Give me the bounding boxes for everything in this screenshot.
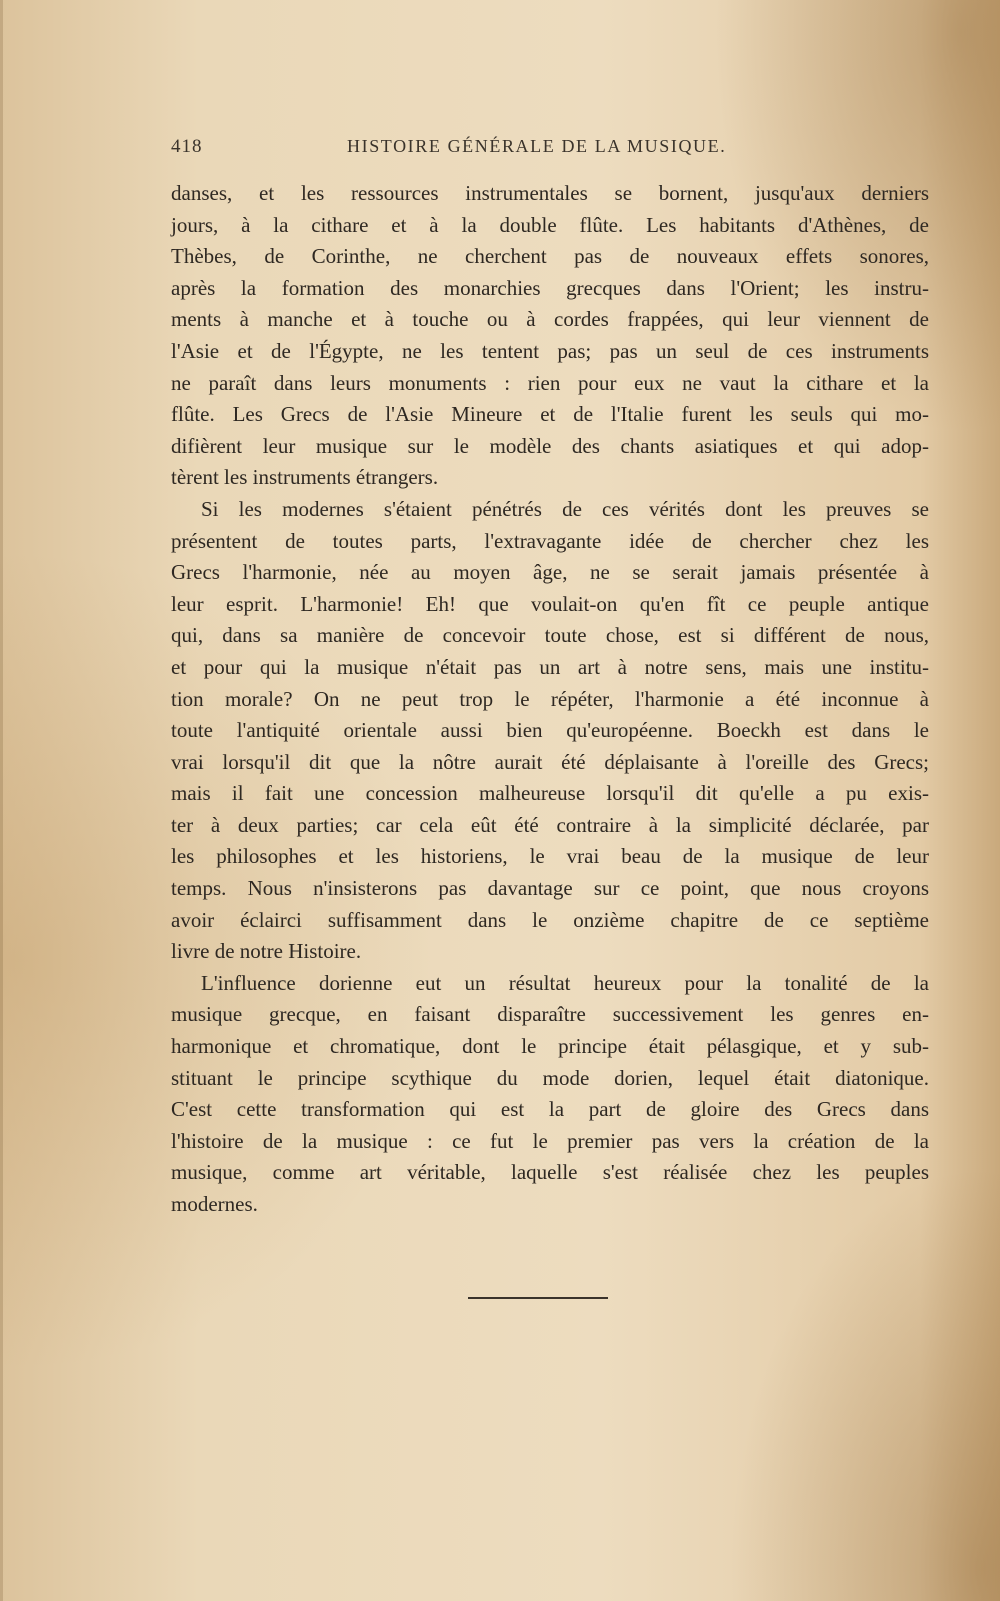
text-line: modernes. [171, 1192, 258, 1216]
text-line: flûte. Les Grecs de l'Asie Mineure et de l'Italie furent les seuls qui mo- [171, 402, 929, 427]
text-line: qui, dans sa manière de concevoir toute chose, est si différent de nous, [171, 623, 929, 648]
text-line: ments à manche et à touche ou à cordes frappées, qui leur viennent de [171, 307, 929, 332]
text-line: ter à deux parties; car cela eût été contraire à la simplicité déclarée, par [171, 812, 929, 837]
paragraph [171, 968, 929, 1221]
text-line: livre de notre Histoire. [171, 939, 362, 964]
paragraph [171, 178, 929, 494]
body-text [171, 178, 929, 1221]
text-line: et pour qui la musique n'était pas un art à notre sens, mais une institu- [171, 654, 929, 679]
text-line: présentent de toutes parts, l'extravagante idée de chercher chez les [171, 528, 929, 553]
text-line: L'influence dorienne eut un résultat heureux pour la tonalité de la [201, 970, 929, 995]
text-line: Thèbes, de Corinthe, ne cherchent pas de nouveaux effets sonores, [171, 244, 929, 269]
text-line: harmonique et chromatique, dont le principe était pélasgique, et y sub- [171, 1034, 929, 1059]
text-line: Grecs l'harmonie, née au moyen âge, ne se serait jamais présentée à [171, 560, 929, 585]
page-header [171, 136, 929, 166]
text-line: ne paraît dans leurs monuments : rien pour eux ne vaut la cithare et la [171, 370, 929, 395]
end-rule [468, 1297, 608, 1299]
text-line: toute l'antiquité orientale aussi bien qu'européenne. Boeckh est dans le [171, 718, 929, 743]
text-line: les philosophes et les historiens, le vrai beau de la musique de leur [171, 844, 929, 869]
paragraph [171, 494, 929, 968]
running-title: HISTOIRE GÉNÉRALE DE LA MUSIQUE. [347, 136, 727, 156]
text-line: danses, et les ressources instrumentales se bornent, jusqu'aux derniers [171, 181, 929, 205]
text-line: stituant le principe scythique du mode dorien, lequel était diatonique. [171, 1065, 929, 1090]
text-line: l'Asie et de l'Égypte, ne les tentent pas; pas un seul de ces instruments [171, 338, 929, 363]
text-line: musique grecque, en faisant disparaître successivement les genres en- [171, 1002, 929, 1027]
text-line: difièrent leur musique sur le modèle des chants asiatiques et qui adop- [171, 433, 929, 458]
text-line: leur esprit. L'harmonie! Eh! que voulait-on qu'en fît ce peuple antique [171, 591, 929, 616]
text-line: avoir éclairci suffisamment dans le onzième chapitre de ce septième [171, 907, 929, 932]
text-line: jours, à la cithare et à la double flûte. Les habitants d'Athènes, de [171, 212, 929, 237]
page-number: 418 [171, 136, 203, 157]
text-line: C'est cette transformation qui est la part de gloire des Grecs dans [171, 1097, 929, 1122]
text-line: Si les modernes s'étaient pénétrés de ces vérités dont les preuves se [201, 496, 929, 521]
text-line: musique, comme art véritable, laquelle s'est réalisée chez les peuples [171, 1160, 929, 1185]
text-line: tèrent les instruments étrangers. [171, 465, 439, 490]
text-line: mais il fait une concession malheureuse lorsqu'il dit qu'elle a pu exis- [171, 781, 929, 806]
text-line: après la formation des monarchies grecques dans l'Orient; les instru- [171, 275, 929, 300]
scan-edge [0, 0, 3, 1601]
text-line: tion morale? On ne peut trop le répéter, l'harmonie a été inconnue à [171, 686, 929, 711]
text-line: temps. Nous n'insisterons pas davantage sur ce point, que nous croyons [171, 876, 929, 901]
text-line: vrai lorsqu'il dit que la nôtre aurait été déplaisante à l'oreille des Grecs; [171, 749, 929, 774]
text-line: l'histoire de la musique : ce fut le premier pas vers la création de la [171, 1128, 929, 1153]
